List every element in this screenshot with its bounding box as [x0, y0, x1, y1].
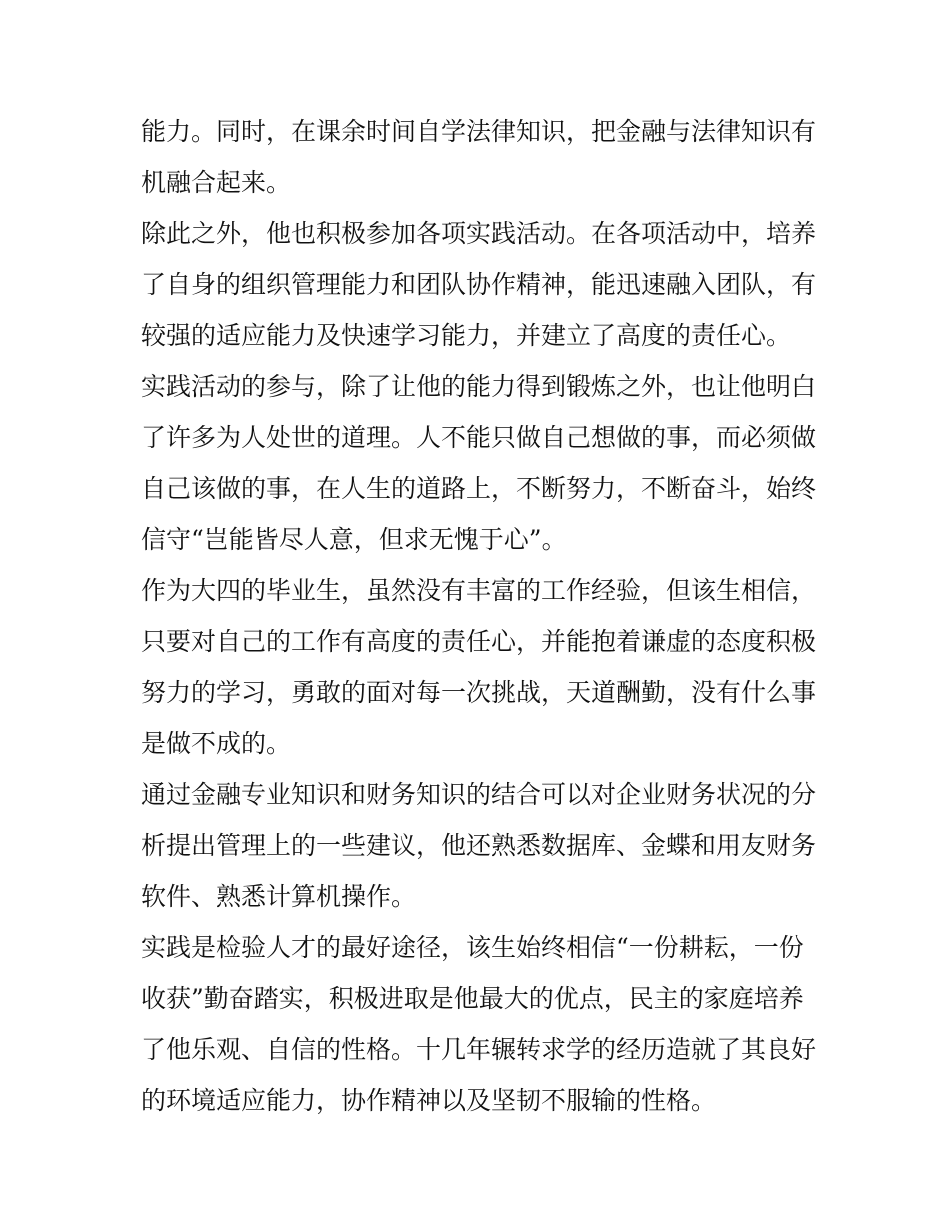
- text-line: 只要对自己的工作有高度的责任心，并能抱着谦虚的态度积极: [141, 627, 817, 656]
- text-line: 是做不成的。: [141, 729, 292, 758]
- text-line: 了许多为人处世的道理。人不能只做自己想做的事，而必须做: [141, 423, 817, 452]
- text-line: 能力。同时，在课余时间自学法律知识，把金融与法律知识有: [141, 117, 817, 146]
- text-line: 较强的适应能力及快速学习能力，并建立了高度的责任心。: [141, 321, 792, 350]
- text-line: 努力的学习，勇敢的面对每一次挑战，天道酬勤，没有什么事: [141, 678, 817, 707]
- text-line: 收获”勤奋踏实，积极进取是他最大的优点，民主的家庭培养: [141, 984, 804, 1013]
- text-line: 自己该做的事，在人生的道路上，不断努力，不断奋斗，始终: [141, 474, 817, 503]
- text-line: 通过金融专业知识和财务知识的结合可以对企业财务状况的分: [141, 780, 817, 809]
- text-line: 了自身的组织管理能力和团队协作精神，能迅速融入团队，有: [141, 270, 817, 299]
- text-line: 信守“岂能皆尽人意，但求无愧于心”。: [141, 525, 567, 554]
- text-line: 的环境适应能力，协作精神以及坚韧不服输的性格。: [141, 1086, 717, 1115]
- text-line: 除此之外，他也积极参加各项实践活动。在各项活动中，培养: [141, 219, 817, 248]
- text-line: 了他乐观、自信的性格。十几年辗转求学的经历造就了其良好: [141, 1035, 817, 1064]
- text-line: 机融合起来。: [141, 168, 292, 197]
- document-body: [141, 106, 821, 1126]
- text-line: 作为大四的毕业生，虽然没有丰富的工作经验，但该生相信，: [141, 576, 817, 605]
- text-line: 实践活动的参与，除了让他的能力得到锻炼之外，也让他明白: [141, 372, 817, 401]
- text-line: 析提出管理上的一些建议，他还熟悉数据库、金蝶和用友财务: [141, 831, 817, 860]
- text-line: 实践是检验人才的最好途径，该生始终相信“一份耕耘，一份: [141, 933, 804, 962]
- text-line: 软件、熟悉计算机操作。: [141, 882, 417, 911]
